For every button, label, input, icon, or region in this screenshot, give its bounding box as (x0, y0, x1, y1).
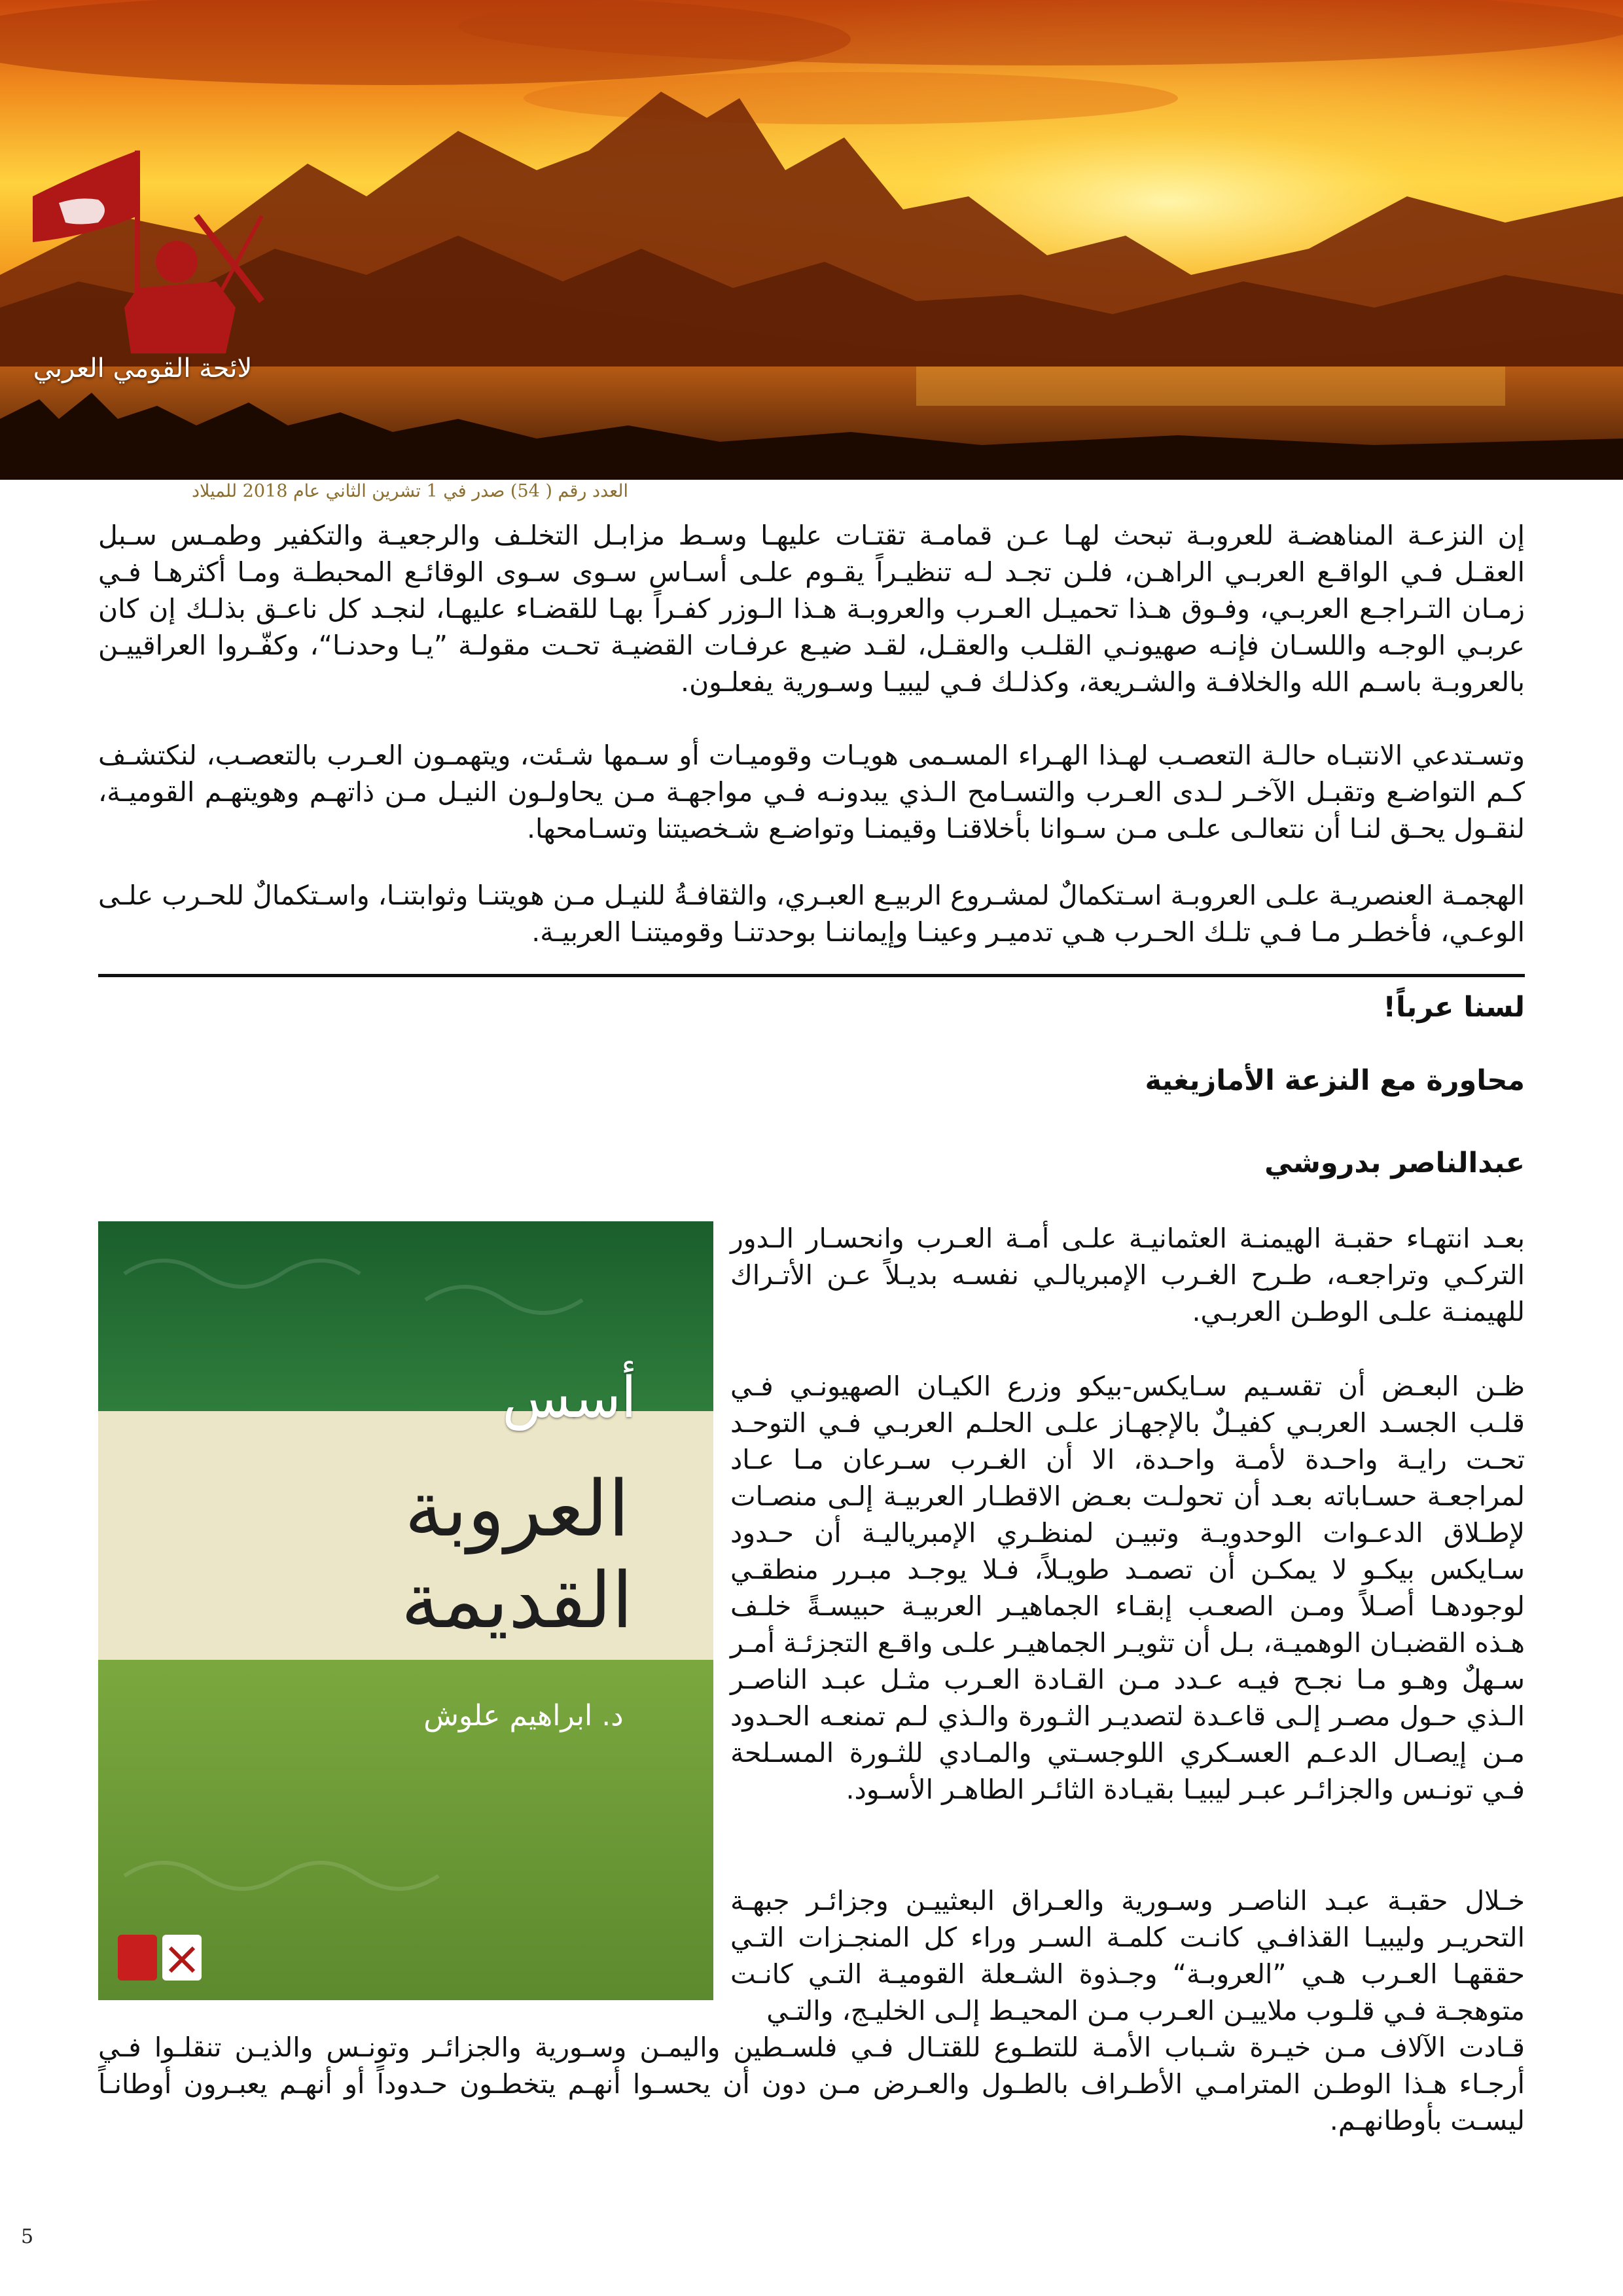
article-author: عبدالناصر بدروشي (1264, 1147, 1525, 1179)
article-paragraph: خـلال حقبـة عبـد الناصـر وسـورية والعـراق البعثييـن وجزائـر جبهـة التحريـر وليبيـا القذافـي كانـت كلمـة السـر وراء كل المنجـزات التـي حققهـا العـرب هـي ”العروبـة“ وجـذوة الشـعلة القوميـة التـي كانـت متوهجـة فـي قلـوب ملاييـن العـرب مـن المحيـط إلـى الخليـج، والتـي (730, 1885, 1525, 2026)
section-divider (98, 974, 1525, 977)
sunset-mountains-image (0, 0, 1623, 480)
book-title-line2: القديمة (401, 1555, 633, 1645)
logo-caption: لائحة القومي العربي (33, 353, 253, 384)
article-title: محاورة مع النزعة الأمازيغية (1145, 1064, 1525, 1097)
book-title-line1: العروبة (404, 1463, 630, 1554)
intro-paragraph: وتسـتدعي الانتبـاه حالـة التعصـب لهـذا الهـراء المسـمى هويـات وقوميـات أو سـمها شـئت، ويتهمـون العـرب بالتعصـب، لنكتشـف كـم التواضـع وتقبـل الآخـر لـدى العـرب والتسـامح الـذي يبدونـه فـي مواجهـة مـن يحاولـون النيـل مـن ذاتهـم وهويتهـم القوميـة، لنقـول يحـق لنـا أن نتعالـى علـى مـن سـوانا بأخلاقنـا وقيمنـا وتواضـع شـخصيتنا وتسـامحها. (98, 740, 1525, 844)
book-title-top: أسس (502, 1365, 637, 1431)
intro-paragraph: إن النزعـة المناهضـة للعروبـة تبحث لهـا عـن قمامـة تقتـات عليهـا وسـط مزابـل التخلـف والرجعيـة والتكفير وطمـس سـبل العقـل فـي الواقـع العربـي الراهـن، فلـن تجـد لـه تنظيـراً يقـوم علـى أسـاس سـوى سـوى الوقائـع المحبطـة ومـا أكثرهـا فـي زمـان التـراجـع العربـي، وفـوق هـذا تحميـل العـرب والعروبـة هـذا الـوزر كفـراً بهـا للقضـاء عليهـا، لنجـد كل ناعـق بذلـك إن كان عربـي الوجـه واللسـان فإنـه صهيونـي القلـب والعقـل، لقـد ضيـع عرفـات القضيـة تحـت مقولـة ”يـا وحدنـا“، وكفّـروا العراقييـن بالعروبـة باسـم الله والخلافـة والشـريعة، وكذلـك فـي ليبيـا وسـورية يفعلـون. (98, 520, 1525, 698)
book-author: د. ابراهيم علوش (423, 1699, 624, 1732)
article-kicker: لسنا عرباً! (1383, 991, 1525, 1024)
intro-paragraph: الهجمـة العنصريـة علـى العروبـة اسـتكمالٌ لمشـروع الربيـع العبـري، والثقافـةُ للنيـل مـن هويتنـا وثوابتنـا، واسـتكمالٌ للحـرب علـى الوعـي، فأخطـر مـا فـي تلـك الحـرب هـي تدميـر وعينـا وإيماننـا بوحدتنـا وقوميتنـا العربيـة. (98, 880, 1525, 948)
article-paragraph-continued: قـادت الآلاف مـن خيـرة شـباب الأمـة للتطـوع للقتـال فـي فلسـطين واليمـن وسـورية والجزائـر وتونـس والذيـن تنقلـوا فـي أرجـاء هـذا الوطـن المترامـي الأطـراف بالطـول والعـرض مـن دون أن يحسـوا أنهـم يتخطـون حـدوداً أو أنهـم يعبـرون أوطانـاً ليسـت بأوطانهـم. (98, 2032, 1525, 2136)
article-paragraph: بعـد انتهـاء حقبـة الهيمنـة العثمانيـة علـى أمـة العـرب وانحسـار الـدور التركـي وتراجعـه، طـرح الغـرب الإمبريالـي نفسـه بديـلاً عـن الأتـراك للهيمنـة علـى الوطـن العربـي. (730, 1223, 1525, 1327)
page-number: 5 (21, 2225, 34, 2248)
article-paragraph: ظـن البعـض أن تقسـيم سـايكس-بيكو وزرع الكيـان الصهيونـي فـي قلـب الجسـد العربـي كفيـلٌ بالإجهـاز علـى الحلـم العربـي فـي التوحـد تحـت رايـة واحـدة لأمـة واحـدة، الا أن الغـرب سـرعان مـا عـاد لمراجعـة حسـاباته بعـد أن تحولـت بعـض الاقطـار العربيـة إلـى منصـات لإطـلاق الدعـوات الوحدويـة وتبيـن لمنظـري الإمبرياليـة أن حـدود سـايكس بيكـو لا يمكـن أن تصمـد طويـلاً، فـلا يوجـد مبـرر منطقـي لوجودهـا أصـلاً ومـن الصعـب إبقـاء الجماهيـر العربيـة حبيسـةً خلـف هـذه القضبـان الوهميـة، بـل أن تثويـر الجماهيـر علـى واقـع التجزئـة أمـر سـهلٌ وهـو مـا نجـح فيـه عـدد مـن القـادة العـرب مثـل عبـد الناصـر الـذي حـول مصـر إلـى قاعـدة لتصديـر الثـورة والـذي لـم تمنعـه الحـدود مـن إيصـال الدعـم العسـكري اللوجسـتي والمـادي للثـورة المسـلحة فـي تونـس والجزائـر عبـر ليبيـا بقيـادة الثائـر الطاهـر الأسـود. (730, 1371, 1525, 1805)
book-cover-image (98, 1221, 713, 2000)
issue-line: العدد رقم ( 54) صدر في 1 تشرين الثاني عام 2018 للميلاد (192, 481, 628, 501)
header-banner (0, 0, 1623, 480)
